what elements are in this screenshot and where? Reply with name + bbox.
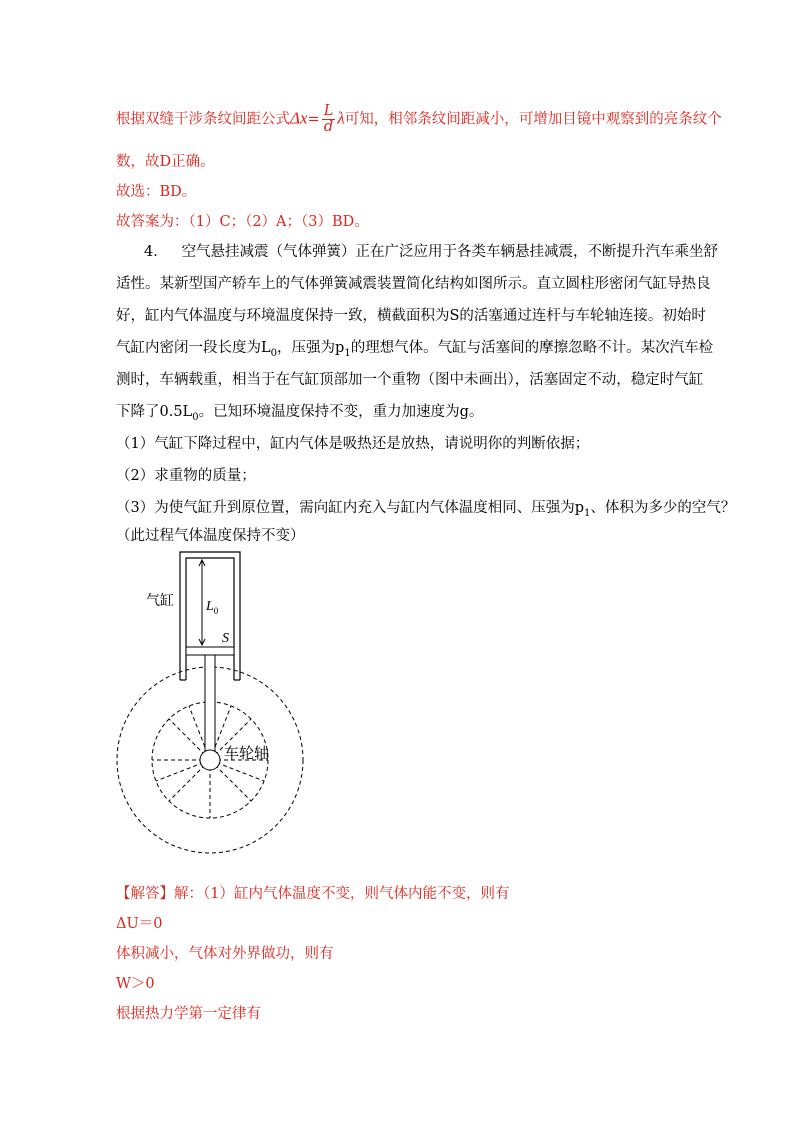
solution-text: 解：（1）缸内气体温度不变，则气体内能不变，则有 — [174, 886, 510, 902]
question-4-line1 — [144, 242, 718, 262]
length-arrow — [199, 560, 205, 645]
solution-line-3: 体积减小，气体对外界做功，则有 — [116, 946, 334, 962]
question-text: 适性。某新型国产轿车上的气体弹簧减震装置简化结构如图所示。直立圆柱形密闭气缸导热良 — [116, 276, 711, 292]
sub-question-3 — [116, 498, 735, 524]
sub-question-2: （2）求重物的质量； — [116, 468, 256, 484]
question-text: 测时，车辆载重，相当于在气缸顶部加一个重物（图中未画出），活塞固定不动，稳定时气缸 — [116, 372, 704, 388]
question-number: 4． — [144, 244, 168, 260]
formula-equals: = — [307, 111, 320, 128]
answer-text: 可知，相邻条纹间距减小，可增加目镜中观察到的亮条纹个 — [344, 111, 722, 128]
formula-delta-x: Δx — [290, 108, 308, 128]
subscript: 0 — [192, 411, 199, 423]
wheel-axle — [200, 750, 220, 770]
formula-denominator: d — [323, 119, 334, 135]
question-text: 好，缸内气体温度与环境温度保持一致，横截面积为S的活塞通过连杆与车轮轴连接。初始时 — [116, 308, 706, 324]
piston — [186, 647, 234, 655]
subscript: 1 — [584, 507, 591, 519]
answer-line: 数，故D正确。 — [116, 154, 215, 170]
label-axle: 车轮轴 — [224, 744, 270, 762]
label-area: S — [222, 631, 229, 646]
answer-choice: 故选：BD。 — [116, 184, 197, 200]
question-text-part: ，压强为p — [277, 340, 345, 356]
question-text-part: 下降了0.5L — [116, 404, 193, 420]
solution-line-4: W＞0 — [116, 976, 155, 992]
question-text-part: 的理想气体。气缸与活塞间的摩擦忽略不计。某次汽车检 — [350, 340, 714, 356]
question-text: 空气悬挂减震（气体弹簧）正在广泛应用于各类车辆悬挂减震，不断提升汽车乘坐舒 — [181, 244, 719, 260]
solution-tag: 【解答】 — [116, 886, 174, 902]
formula-numerator: L — [323, 103, 334, 119]
subscript: 0 — [270, 347, 278, 359]
solution-line-1 — [116, 884, 509, 904]
label-cylinder: 气缸 — [146, 593, 174, 609]
question-text-part: 气缸内密闭一段长度为L — [116, 340, 271, 356]
subscript: 1 — [344, 347, 351, 359]
label-length: $L_0$ — [206, 599, 219, 616]
sub-question-1: （1）气缸下降过程中，缸内气体是吸热还是放热，请说明你的判断依据； — [116, 436, 590, 452]
question-text-part: （3）为使气缸升到原位置，需向缸内充入与缸内气体温度相同、压强为p — [116, 500, 585, 516]
solution-line-5: 根据热力学第一定律有 — [116, 1006, 261, 1022]
formula-fraction — [322, 104, 336, 135]
formula-lambda: λ — [337, 108, 345, 128]
question-text — [116, 338, 713, 364]
question-text-part: 。已知环境温度保持不变，重力加速度为g。 — [198, 404, 484, 420]
piston-rod — [205, 655, 215, 753]
sub-question-3-note: （此过程气体温度保持不变） — [116, 528, 305, 544]
question-text — [116, 402, 483, 428]
answer-text: 根据双缝干涉条纹间距公式 — [116, 111, 290, 128]
question-text-part: 、体积为多少的空气？ — [590, 500, 736, 516]
answer-summary: 故答案为：（1）C；（2）A；（3）BD。 — [116, 214, 369, 230]
answer-formula-line — [116, 104, 722, 135]
solution-line-2: ΔU＝0 — [116, 916, 163, 932]
suspension-diagram — [116, 548, 336, 863]
